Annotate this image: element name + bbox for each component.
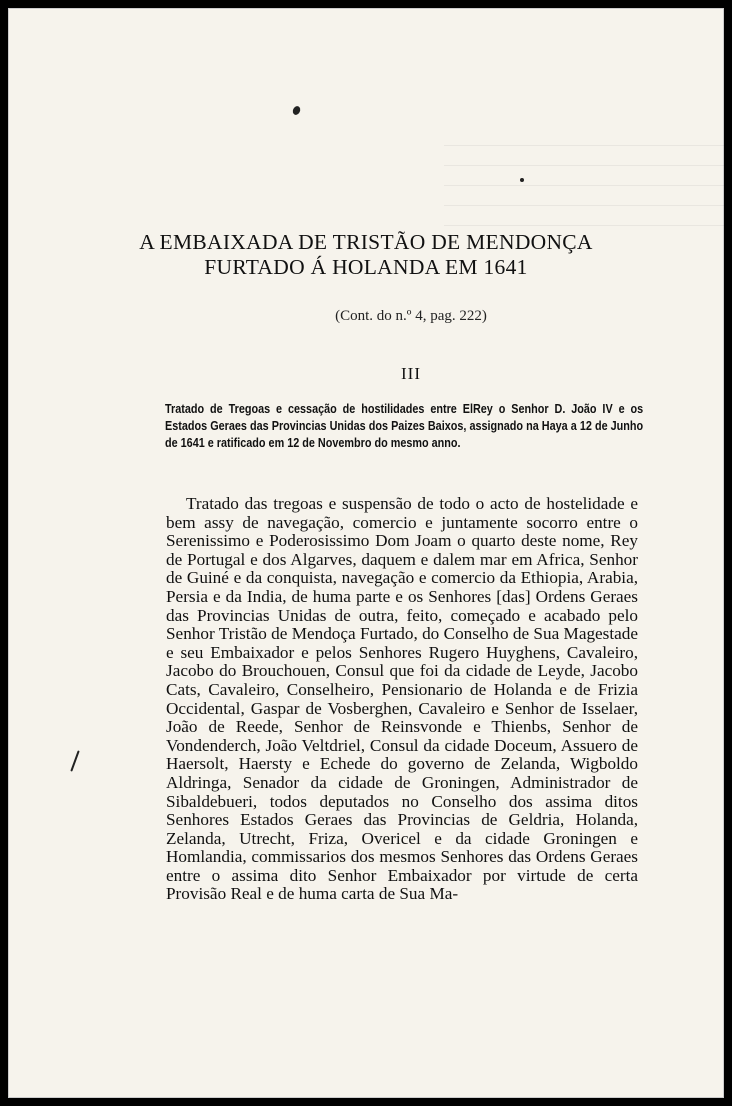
section-summary: Tratado de Tregoas e cessação de hostilidades entre ElRey o Senhor D. João IV e os Estados Geraes das Provincias Unidas dos Paizes Baixos, assignado na Haya a 12 de Junho de 1641 e ratificado em 12 de Novembro do mesmo anno. — [165, 402, 644, 450]
body-text: Tratado das tregoas e suspensão de todo o acto de hostelidade e bem assy de navegação, comercio e juntamente socorro entre o Serenissimo e Poderosissimo Dom Joam o quarto deste nome, Rey de Portugal e dos Algarves, daquem e dalem mar em Africa, Senhor de Guiné e da conquista, navegação e comercio da Ethiopia, Arabia, Persia e da India, de huma parte e os Senhores [das] Ordens Geraes das Provincias Unidas de outra, feito, começado e acabado pelo Senhor Tristão de Mendoça Furtado, do Conselho de Sua Magestade e seu Embaixador e pelos Senhores Rugero Huyghens, Cavaleiro, Jacobo do Brouchouen, Consul que foi da cidade de Leyde, Jacobo Cats, Cavaleiro, Conselheiro, Pensionario de Holanda e de Frizia Occidental, Gaspar de Vosberghen, Cavaleiro e Senhor de Isselaer, João de Reede, Senhor de Reinsvonde e Thienbs, Senhor de Vondenderch, João Veltdriel, Consul da cidade Doceum, Assuero de Haersolt, Haersty e Echede do governo de Zelanda, Wigboldo Aldringa, Senador da cidade de Groningen, Administrador de Sibaldebueri, todos deputados no Conselho dos assima ditos Senhores Estados Geraes das Provincias de Geldria, Holanda, Zelanda, Utrecht, Friza, Overicel e da cidade Groningen e Homlandia, commissarios dos mesmos Senhores das Ordens Geraes entre o assima dito Senhor Embaixador por virtude de certa Provisão Real e de huma carta de Sua Ma- — [166, 494, 638, 904]
title-line-2: FURTADO Á HOLANDA EM 1641 — [204, 255, 528, 279]
continuation-note: (Cont. do n.º 4, pag. 222) — [335, 308, 487, 324]
title-line-1: A EMBAIXADA DE TRISTÃO DE MENDONÇA — [139, 230, 593, 254]
body-paragraph — [166, 495, 638, 904]
bleed-through-texture — [444, 126, 724, 326]
section-number: III — [401, 364, 421, 383]
article-title — [8, 230, 724, 280]
ink-speck — [520, 178, 524, 182]
document-page — [8, 8, 724, 1098]
ink-speck — [70, 750, 79, 771]
ink-speck — [291, 105, 301, 116]
